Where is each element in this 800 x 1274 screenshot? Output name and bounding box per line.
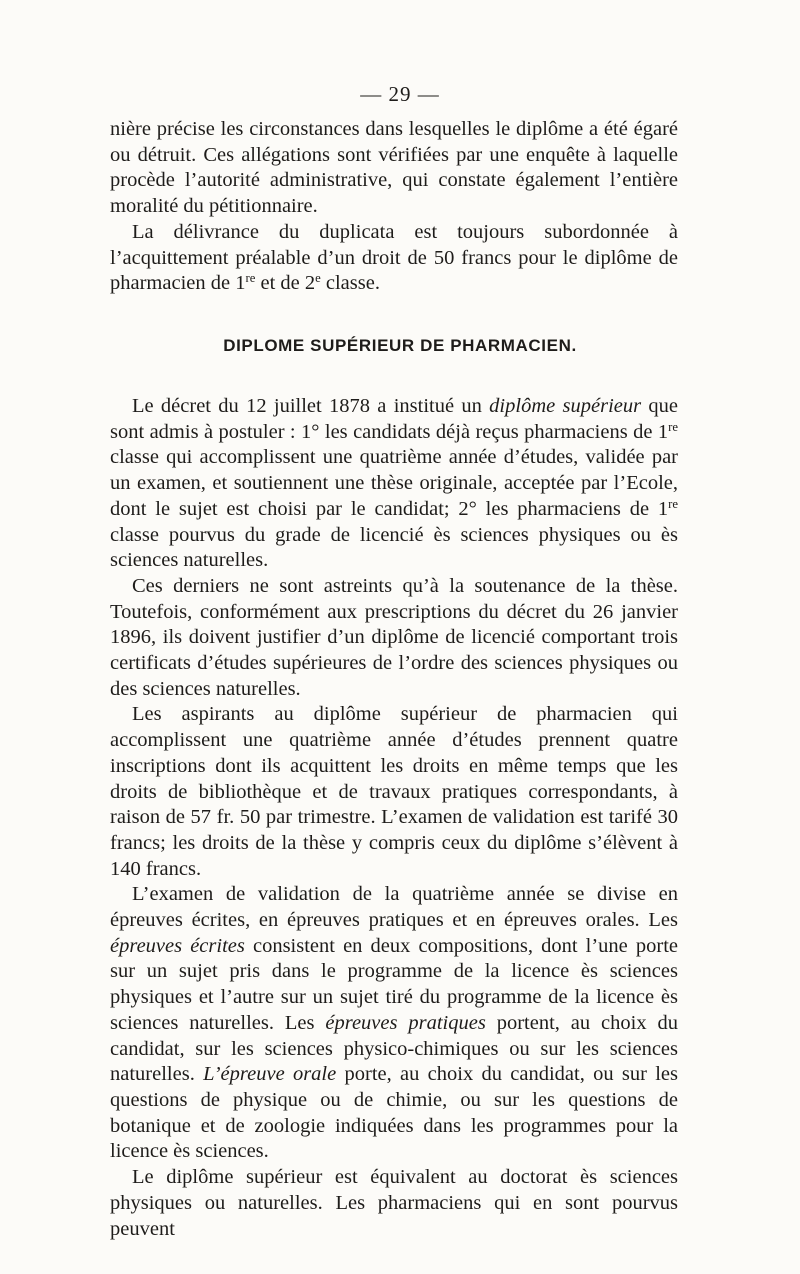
page-number: — 29 — [360,82,440,106]
text-run: porte, au choix du candidat, ou sur les questions de physique ou de chimie, ou sur les questions de botanique et de zoologie indiquées dans les programmes pour la licence ès sciences. [110,1063,678,1163]
paragraph-decree [110,394,678,574]
paragraph-soutenance: Ces derniers ne sont astreints qu’à la soutenance de la thèse. Toutefois, conformément aux prescriptions du décret du 26 janvier 1896, ils doivent justifier d’un diplôme de licencié comportant trois certificats d’études supérieures de l’ordre des sciences physiques ou des sciences naturelles. [110,574,678,700]
text-run: et de 2 [255,272,316,295]
superscript: re [245,271,256,286]
superscript: re [668,496,678,511]
section-text-block [110,394,678,1242]
superscript: e [315,271,321,286]
paragraph-duplicata [110,220,678,297]
text-run: Le décret du 12 juillet 1878 a institué un [132,395,490,417]
paragraph-equivalence: Le diplôme supérieur est équivalent au doctorat ès sciences physiques ou naturelles. Les pharmaciens qui en sont pourvus peuvent [110,1166,678,1240]
text-run: classe pourvus du grade de licencié ès sciences physiques ou ès sciences naturelles. [110,523,678,572]
italic-text: épreuves écrites [110,934,245,957]
text-run: portent, au choix du candidat, sur les sciences physico-chimiques ou sur les sciences naturelles. [110,1011,678,1086]
paragraph-examen [110,882,678,1165]
text-run: classe. [320,272,380,295]
italic-text: diplôme supérieur [489,395,642,417]
section-heading: DIPLOME SUPÉRIEUR DE PHARMACIEN. [223,336,577,355]
text-run: consistent en deux compositions, dont l’une porte sur un sujet pris dans le programme de la licence ès sciences physiques et l’autre sur un sujet tiré du programme de la licence ès sciences naturelles. Les [110,934,679,1034]
top-text-block [110,117,678,297]
text-run: classe qui accomplissent une quatrième année d’études, validée par un examen, et soutiennent une thèse originale, acceptée par l’Ecole, dont le sujet est choisi par le candidat; 2° les pharmaciens de 1 [110,446,678,520]
italic-text: épreuves pratiques [325,1011,486,1034]
italic-text: L’épreuve orale [203,1063,337,1086]
text-run: L’examen de validation de la quatrième année se divise en épreuves écrites, en épreuves pratiques et en épreuves orales. Les [110,883,678,932]
superscript: re [668,419,678,434]
text-run: La délivrance du duplicata est toujours subordonnée à l’acquittement préalable d’un droit de 50 francs pour le diplôme de pharmacien de 1 [110,220,678,295]
text-run: que sont admis à postuler : 1° les candidats déjà reçus pharmaciens de 1 [110,395,678,443]
paragraph-continuation: nière précise les circonstances dans lesquelles le diplôme a été égaré ou détruit. Ces allégations sont vérifiées par une enquête à laquelle procède l’autorité administrative, qui constate également l’entière moralité du pétitionnaire. [110,118,678,218]
paragraph-aspirants: Les aspirants au diplôme supérieur de pharmacien qui accomplissent une quatrième année d’études prennent quatre inscriptions dont ils acquittent les droits en même temps que les droits de bibliothèque et de travaux pratiques correspondants, à raison de 57 fr. 50 par trimestre. L’examen de validation est tarifé 30 francs; les droits de la thèse y compris ceux du diplôme s’élèvent à 140 francs. [110,703,678,880]
